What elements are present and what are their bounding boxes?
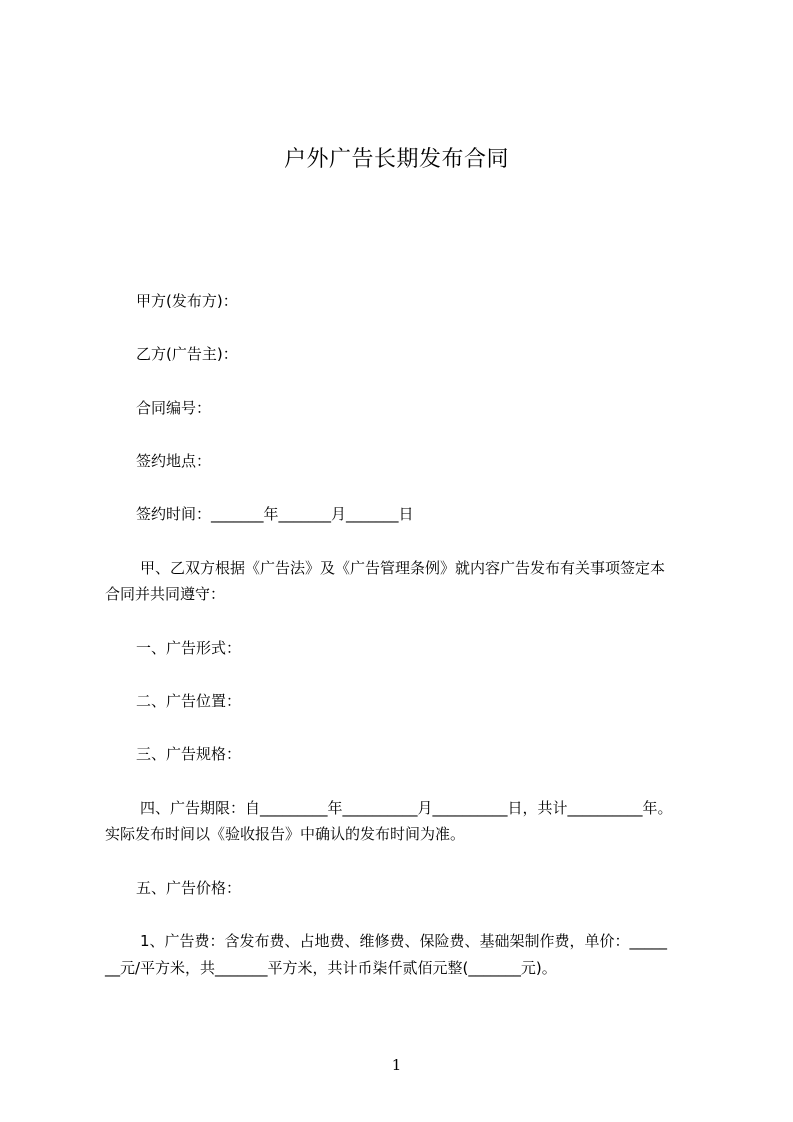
signing-place-label: 签约地点： xyxy=(136,452,212,470)
clause-ad-period-line-2: 实际发布时间以《验收报告》中确认的发布时间为准。 xyxy=(105,825,466,843)
preamble-line-2: 合同并共同遵守： xyxy=(105,585,226,603)
clause-ad-price: 五、广告价格： xyxy=(136,879,242,897)
page-number: 1 xyxy=(391,1056,402,1074)
clause-ad-position: 二、广告位置： xyxy=(136,692,242,710)
clause-ad-fee-line-1: 1、广告费：含发布费、占地费、维修费、保险费、基础架制作费，单价：_____ xyxy=(140,932,668,950)
party-b-label: 乙方(广告主)： xyxy=(136,345,238,363)
contract-number-label: 合同编号： xyxy=(136,399,212,417)
party-a-label: 甲方(发布方)： xyxy=(136,292,238,310)
clause-ad-spec: 三、广告规格： xyxy=(136,745,242,763)
clause-ad-form: 一、广告形式： xyxy=(136,639,242,657)
document-title: 户外广告长期发布合同 xyxy=(283,147,509,172)
preamble-line-1: 甲、乙双方根据《广告法》及《广告管理条例》就内容广告发布有关事项签定本 xyxy=(140,559,666,577)
clause-ad-period-line-1: 四、广告期限：自_________年__________月__________日，共计__________年。 xyxy=(140,799,673,817)
signing-time-line: 签约时间：_______年_______月_______日 xyxy=(136,505,414,523)
clause-ad-fee-line-2: __元/平方米，共_______平方米，共计币柒仟贰佰元整(_______元)。 xyxy=(105,959,557,977)
